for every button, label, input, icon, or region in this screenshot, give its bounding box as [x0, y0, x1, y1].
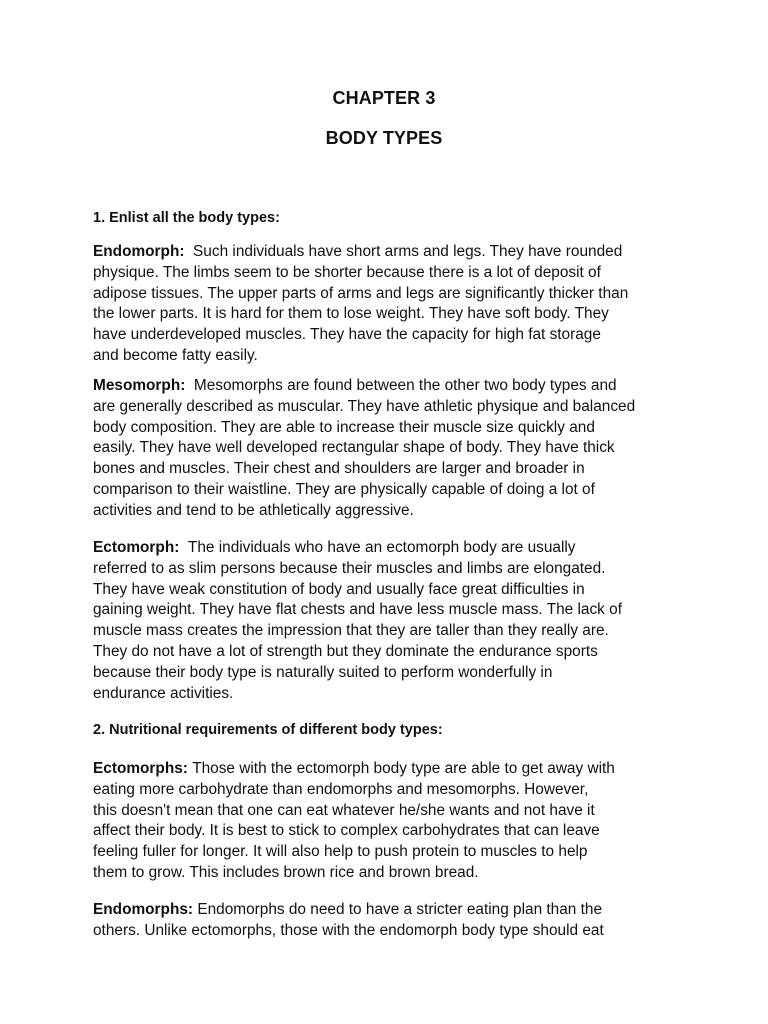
paragraph-line [93, 538, 683, 559]
paragraph-line: adipose tissues. The upper parts of arms and legs are significantly thicker than [93, 284, 629, 302]
paragraph-line: are generally described as muscular. They have athletic physique and balanced [93, 397, 636, 415]
paragraph-line: referred to as slim persons because their muscles and limbs are elongated. [93, 559, 606, 577]
paragraph-line: because their body type is naturally suited to perform wonderfully in [93, 663, 553, 681]
paragraph-line: They have weak constitution of body and usually face great difficulties in [93, 580, 585, 598]
chapter-title: BODY TYPES [325, 128, 443, 148]
paragraph-line: and become fatty easily. [93, 346, 258, 364]
paragraph-line [93, 376, 683, 397]
term-label: Endomorphs: [93, 901, 194, 918]
paragraph-line: others. Unlike ectomorphs, those with the endomorph body type should eat [93, 921, 604, 939]
term-label: Mesomorph: [93, 377, 186, 394]
section-heading-nutrition: 2. Nutritional requirements of different body types: [93, 722, 443, 738]
term-label: Ectomorphs: [93, 760, 188, 777]
paragraph-line [93, 900, 683, 921]
paragraph-line: endurance activities. [93, 684, 234, 702]
line-text: Those with the ectomorph body type are able to get away with [192, 760, 615, 777]
paragraph-line: comparison to their waistline. They are physically capable of doing a lot of [93, 480, 595, 498]
paragraph-line: feeling fuller for longer. It will also help to push protein to muscles to help [93, 843, 588, 861]
paragraph-line: body composition. They are able to increase their muscle size quickly and [93, 418, 595, 436]
paragraph-endomorphs-nutrition [93, 900, 683, 942]
term-label: Endomorph: [93, 243, 185, 260]
paragraph-line: affect their body. It is best to stick to complex carbohydrates that can leave [93, 822, 600, 840]
paragraph-line: physique. The limbs seem to be shorter because there is a lot of deposit of [93, 263, 601, 281]
paragraph-line: easily. They have well developed rectangular shape of body. They have thick [93, 439, 615, 457]
chapter-number: CHAPTER 3 [332, 88, 436, 108]
paragraph-line: gaining weight. They have flat chests and have less muscle mass. The lack of [93, 601, 622, 619]
paragraph-line: activities and tend to be athletically aggressive. [93, 501, 414, 519]
section-heading-body-types: 1. Enlist all the body types: [93, 210, 280, 226]
paragraph-line: the lower parts. It is hard for them to lose weight. They have soft body. They [93, 305, 609, 323]
line-text: The individuals who have an ectomorph body are usually [187, 539, 576, 556]
line-text: Such individuals have short arms and legs. They have rounded [193, 243, 623, 260]
paragraph-endomorph [93, 242, 683, 367]
paragraph-ectomorph [93, 538, 683, 704]
paragraph-line [93, 759, 683, 780]
paragraph-mesomorph [93, 376, 683, 522]
paragraph-line: them to grow. This includes brown rice and brown bread. [93, 863, 479, 881]
paragraph-ectomorphs-nutrition [93, 759, 683, 884]
paragraph-line: have underdeveloped muscles. They have the capacity for high fat storage [93, 326, 601, 344]
line-text: Mesomorphs are found between the other two body types and [193, 377, 617, 394]
paragraph-line: They do not have a lot of strength but they dominate the endurance sports [93, 642, 598, 660]
paragraph-line: eating more carbohydrate than endomorphs and mesomorphs. However, [93, 780, 589, 798]
line-text: Endomorphs do need to have a stricter eating plan than the [197, 901, 603, 918]
paragraph-line: muscle mass creates the impression that they are taller than they really are. [93, 622, 609, 640]
paragraph-line: this doesn't mean that one can eat whatever he/she wants and not have it [93, 801, 595, 819]
term-label: Ectomorph: [93, 539, 180, 556]
paragraph-line [93, 242, 683, 263]
paragraph-line: bones and muscles. Their chest and shoulders are larger and broader in [93, 460, 585, 478]
